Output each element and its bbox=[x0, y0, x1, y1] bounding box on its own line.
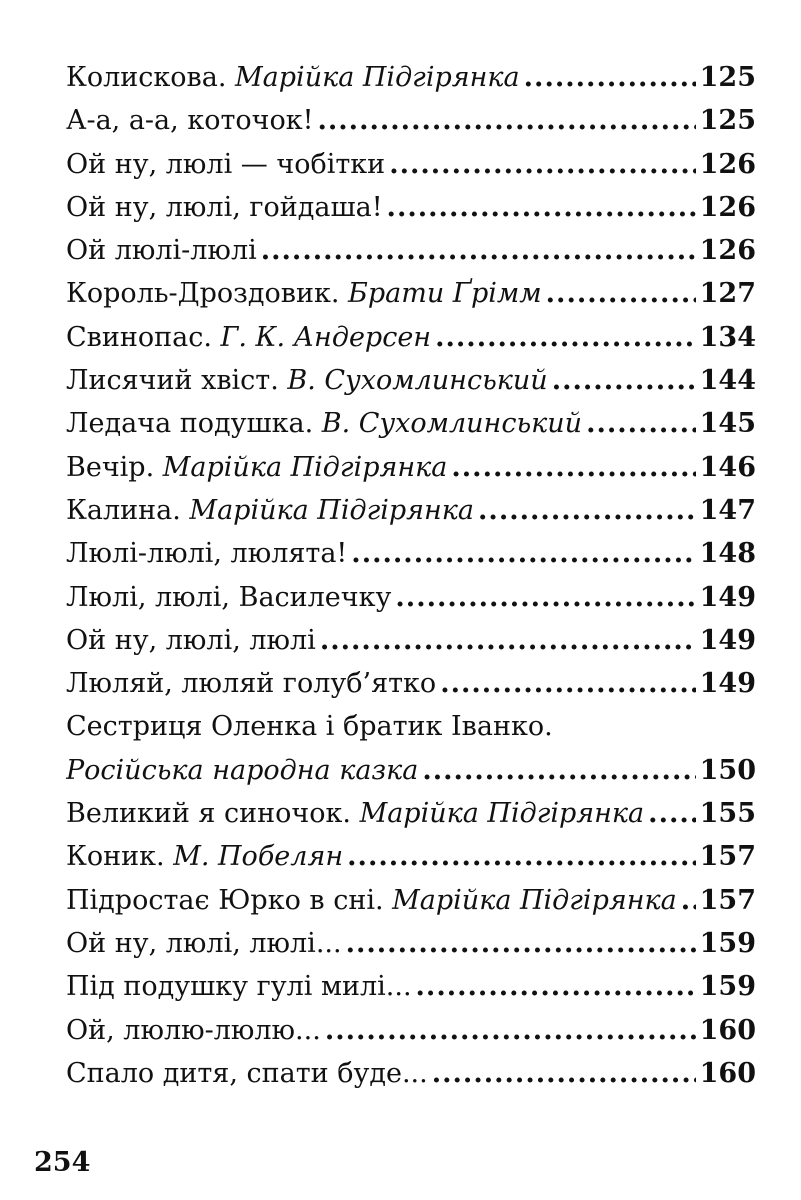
entry-page: 126 bbox=[699, 191, 756, 223]
toc-entry bbox=[66, 489, 756, 532]
entry-page: 126 bbox=[699, 235, 756, 267]
entry-page: 145 bbox=[699, 408, 756, 440]
entry-page: 149 bbox=[699, 668, 756, 700]
entry-author: Г. К. Андерсен bbox=[220, 321, 432, 353]
toc-entry bbox=[66, 229, 756, 272]
entry-author: Марійка Підгірянка bbox=[392, 884, 677, 916]
entry-page: 159 bbox=[699, 971, 756, 1003]
leader-dots bbox=[416, 965, 696, 1008]
leader-dots bbox=[347, 835, 695, 878]
leader-dots bbox=[435, 316, 696, 359]
table-of-contents bbox=[66, 56, 756, 1095]
entry-title: Ой люлі-люлі bbox=[66, 235, 257, 267]
entry-title: Великий я синочок. bbox=[66, 798, 351, 830]
leader-dots bbox=[552, 359, 696, 402]
leader-dots bbox=[478, 489, 696, 532]
leader-dots bbox=[320, 619, 696, 662]
entry-title: Ой, люлю-люлю... bbox=[66, 1014, 321, 1046]
toc-entry bbox=[66, 1009, 756, 1052]
leader-dots bbox=[389, 143, 695, 186]
toc-entry bbox=[66, 922, 756, 965]
entry-title: Люлі, люлі, Василечку bbox=[66, 581, 392, 613]
leader-dots bbox=[681, 879, 696, 922]
leader-dots bbox=[432, 1052, 696, 1095]
entry-page: 157 bbox=[699, 841, 756, 873]
entry-author: Марійка Підгірянка bbox=[189, 494, 475, 526]
entry-page: 148 bbox=[699, 538, 756, 570]
toc-entry bbox=[66, 835, 756, 878]
entry-title: Король-Дроздовик. bbox=[66, 278, 340, 310]
entry-page: 144 bbox=[699, 365, 756, 397]
entry-page: 126 bbox=[699, 148, 756, 180]
entry-title: Лисячий хвіст. bbox=[66, 365, 279, 397]
entry-title: Сестриця Оленка і братик Іванко. bbox=[66, 711, 553, 743]
toc-entry bbox=[66, 662, 756, 705]
entry-title: Ледача подушка. bbox=[66, 408, 314, 440]
entry-page: 159 bbox=[699, 927, 756, 959]
leader-dots bbox=[317, 99, 695, 142]
toc-entry bbox=[66, 402, 756, 445]
entry-page: 160 bbox=[699, 1057, 756, 1089]
entry-page: 125 bbox=[699, 105, 756, 137]
leader-dots bbox=[586, 402, 696, 445]
toc-entry bbox=[66, 1052, 756, 1095]
toc-entry bbox=[66, 99, 756, 142]
entry-page: 149 bbox=[699, 624, 756, 656]
toc-entry bbox=[66, 705, 756, 748]
entry-page: 160 bbox=[699, 1014, 756, 1046]
entry-page: 150 bbox=[699, 754, 756, 786]
leader-dots bbox=[351, 532, 695, 575]
entry-title: Ой ну, люлі, люлі bbox=[66, 624, 316, 656]
entry-title: Підростає Юрко в сні. bbox=[66, 884, 384, 916]
entry-title: Спало дитя, спати буде... bbox=[66, 1057, 428, 1089]
entry-page: 127 bbox=[699, 278, 756, 310]
leader-dots bbox=[387, 186, 696, 229]
toc-entry bbox=[66, 792, 756, 835]
entry-author: В. Сухомлинський bbox=[321, 408, 583, 440]
entry-page: 157 bbox=[699, 884, 756, 916]
entry-page: 155 bbox=[699, 798, 756, 830]
toc-entry bbox=[66, 446, 756, 489]
entry-title: Під подушку гулі милі... bbox=[66, 971, 412, 1003]
toc-entry bbox=[66, 186, 756, 229]
toc-entry bbox=[66, 965, 756, 1008]
entry-title: Ой ну, люлі — чобітки bbox=[66, 148, 386, 180]
leader-dots bbox=[440, 662, 695, 705]
toc-entry bbox=[66, 879, 756, 922]
entry-page: 125 bbox=[699, 62, 756, 93]
toc-entry bbox=[66, 143, 756, 186]
entry-title: Колискова. bbox=[66, 62, 227, 93]
page-number: 254 bbox=[34, 1147, 91, 1178]
entry-author: Брати Ґрімм bbox=[348, 278, 542, 310]
entry-page: 149 bbox=[699, 581, 756, 613]
entry-author: Марійка Підгірянка bbox=[162, 451, 448, 483]
leader-dots bbox=[451, 446, 695, 489]
entry-title: Вечір. bbox=[66, 451, 155, 483]
entry-title: Свинопас. bbox=[66, 321, 212, 353]
toc-entry bbox=[66, 359, 756, 402]
entry-author: Марійка Підгірянка bbox=[359, 798, 645, 830]
leader-dots bbox=[524, 56, 696, 99]
toc-entry bbox=[66, 56, 756, 99]
leader-dots bbox=[395, 576, 695, 619]
entry-author: Марійка Підгірянка bbox=[235, 62, 520, 93]
leader-dots bbox=[261, 229, 696, 272]
leader-dots bbox=[325, 1009, 696, 1052]
toc-entry bbox=[66, 576, 756, 619]
entry-page: 146 bbox=[699, 451, 756, 483]
entry-title: Ой ну, люлі, гойдаша! bbox=[66, 191, 383, 223]
leader-dots bbox=[546, 272, 696, 315]
toc-entry bbox=[66, 619, 756, 662]
entry-author: Російська народна казка bbox=[66, 754, 419, 786]
entry-page: 134 bbox=[699, 321, 756, 353]
leader-dots bbox=[346, 922, 696, 965]
toc-entry bbox=[66, 316, 756, 359]
entry-title: Ой ну, люлі, люлі... bbox=[66, 927, 342, 959]
entry-page: 147 bbox=[699, 494, 756, 526]
entry-author: В. Сухомлинський bbox=[287, 365, 548, 397]
entry-title: Калина. bbox=[66, 494, 181, 526]
toc-entry bbox=[66, 272, 756, 315]
entry-title: Люлі-люлі, люлята! bbox=[66, 538, 348, 570]
entry-author: М. Побелян bbox=[173, 841, 344, 873]
leader-dots bbox=[422, 749, 695, 792]
entry-title: А-а, а-а, коточок! bbox=[66, 105, 314, 137]
entry-title: Люляй, люляй голуб’ятко bbox=[66, 668, 437, 700]
entry-title: Коник. bbox=[66, 841, 165, 873]
toc-entry bbox=[66, 749, 756, 792]
leader-dots bbox=[648, 792, 695, 835]
toc-entry bbox=[66, 532, 756, 575]
